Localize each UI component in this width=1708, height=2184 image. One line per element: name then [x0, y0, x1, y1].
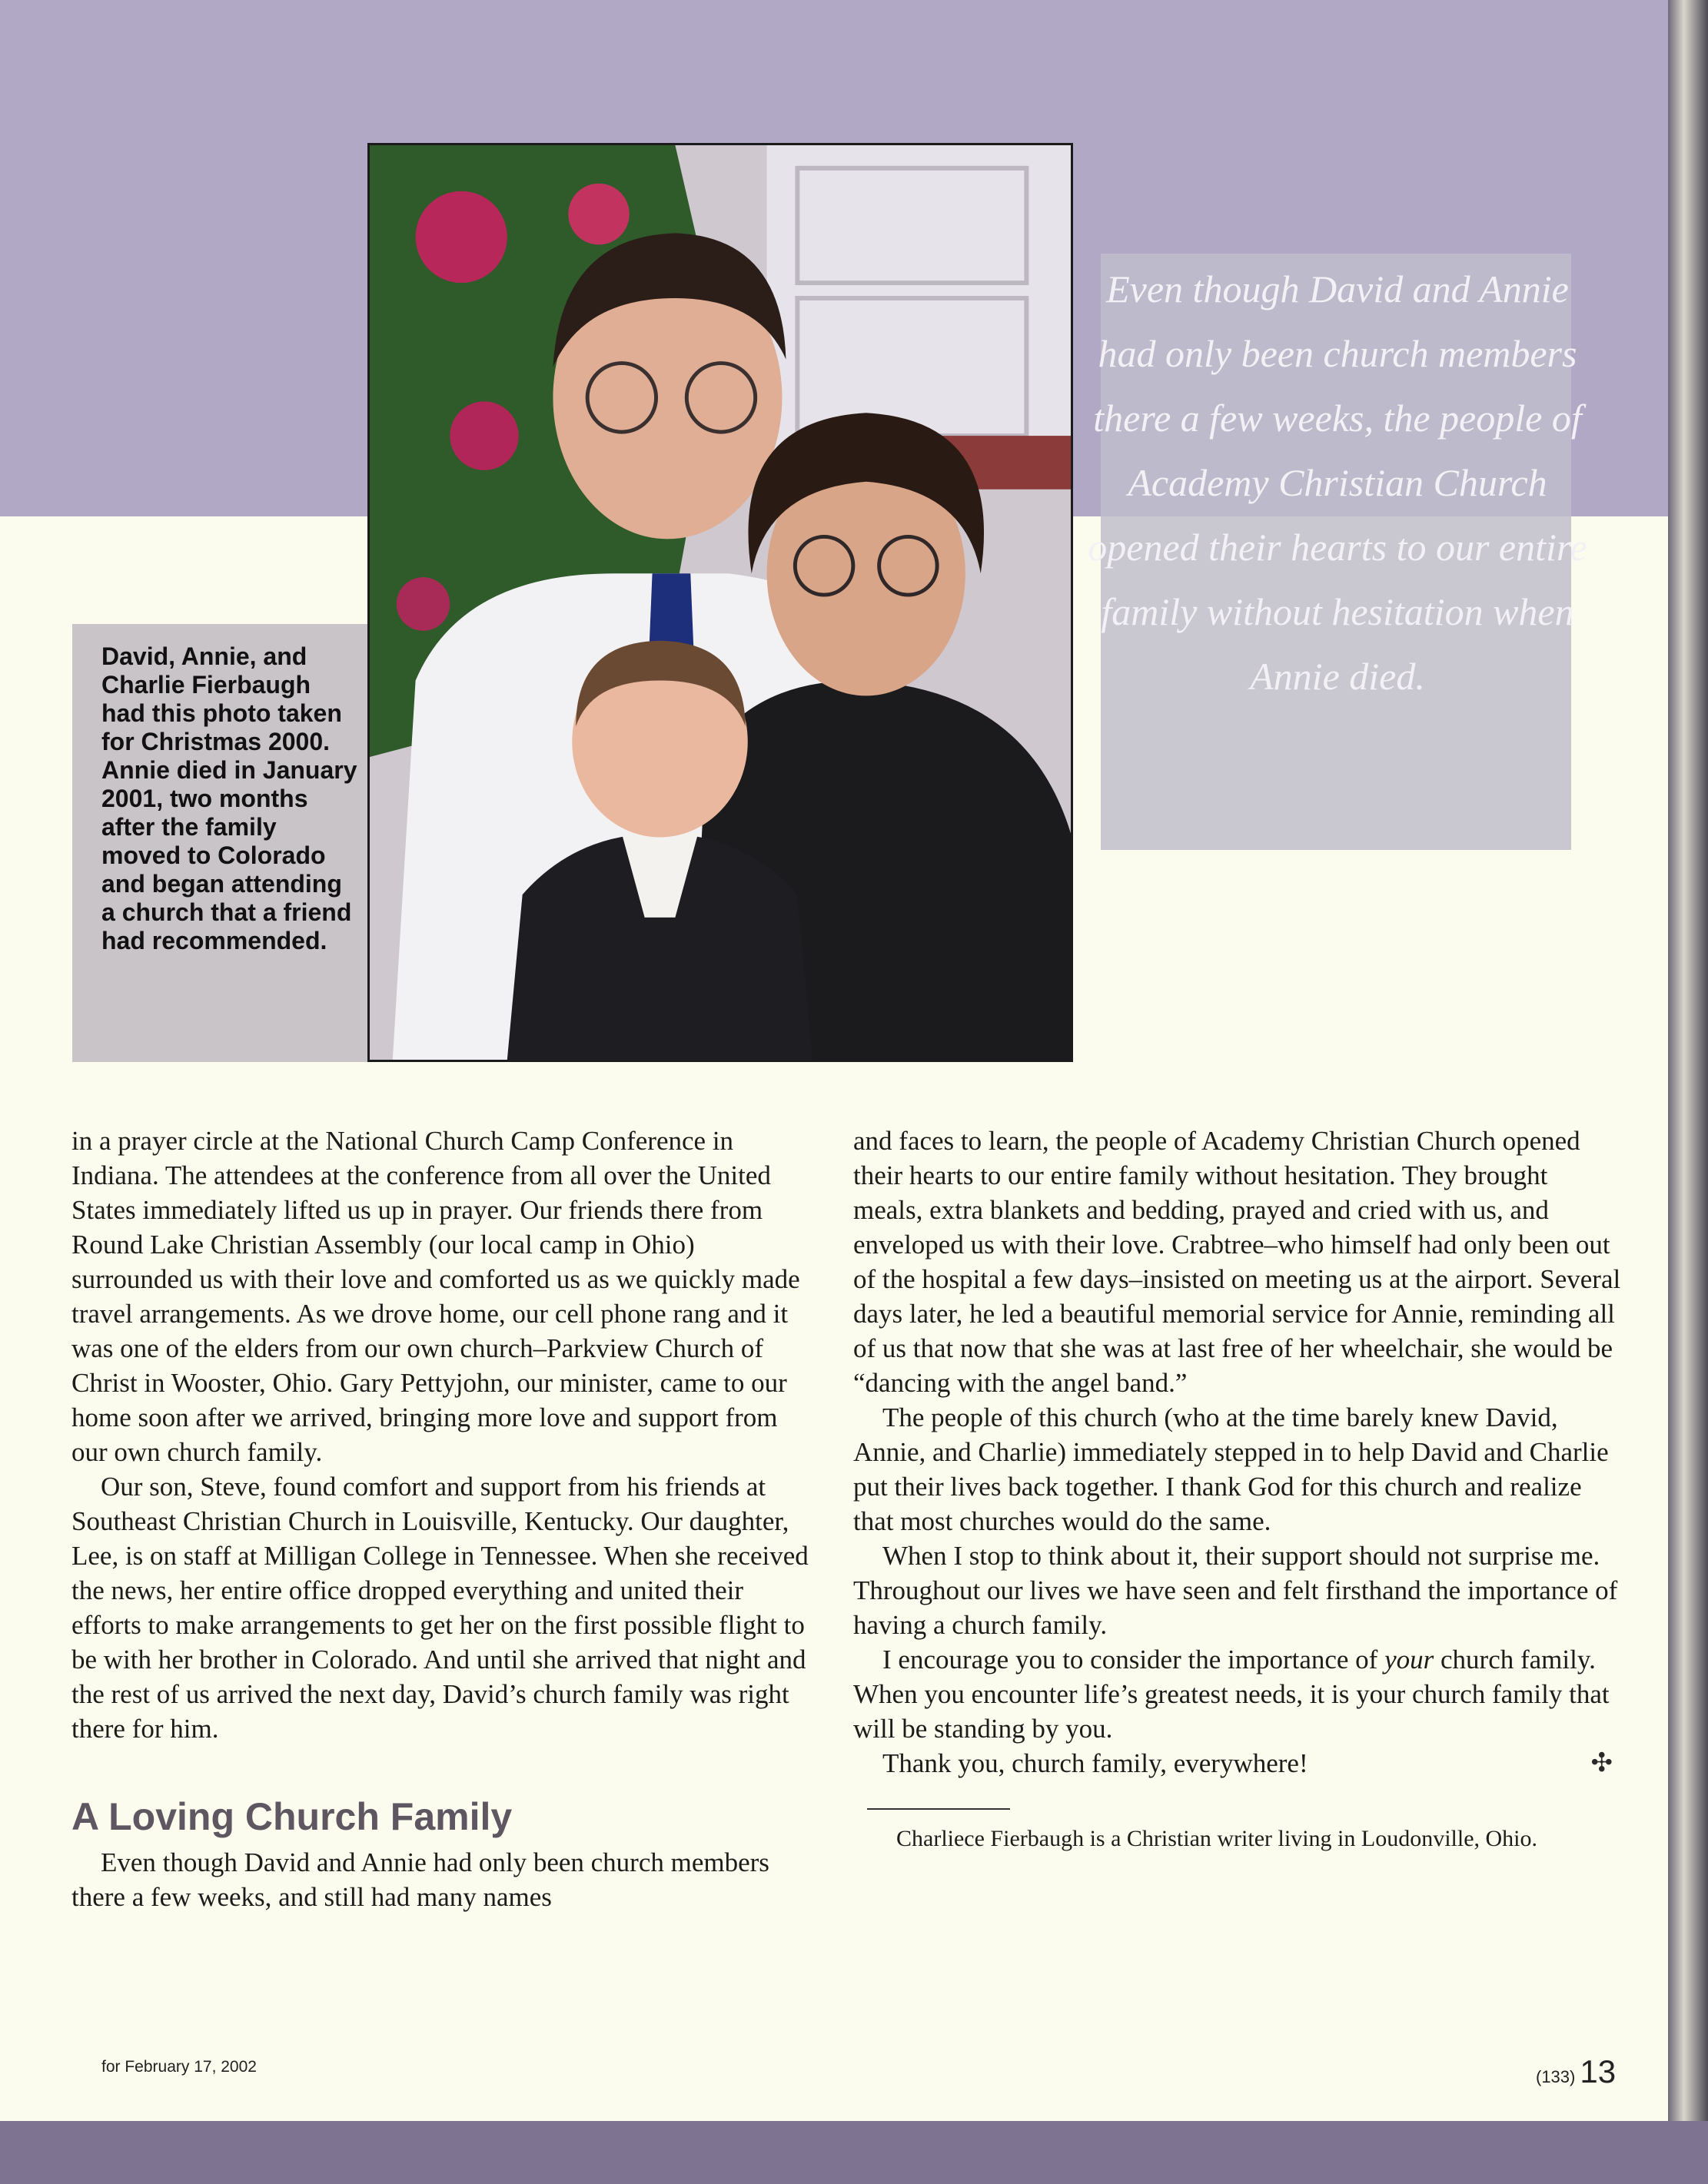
photo-caption-box [72, 624, 367, 1062]
bottom-edge [0, 2121, 1708, 2184]
left-paragraph-3: Even though David and Annie had only been church members there a few weeks, and still had many names [71, 1847, 769, 1912]
issue-number: (133) [1536, 2067, 1576, 2086]
left-paragraph-2: Our son, Steve, found comfort and support from his friends at Southeast Christian Church in Louisville, Kentucky. Our daughter, Lee, is on staff at Milligan College in Tennessee. When she received the news, her entire office dropped everything and united their efforts to make arrangements to get her on the first possible flight to be with her brother in Colorado. And until she arrived that night and the rest of us arrived the next day, David’s church family was right there for him. [71, 1472, 809, 1744]
page-edge [1668, 0, 1708, 2184]
page-number-block [1536, 2053, 1616, 2090]
family-photo [367, 143, 1073, 1062]
section-heading: A Loving Church Family [71, 1795, 513, 1838]
footnote-rule [867, 1808, 1010, 1810]
left-column [71, 1124, 809, 1914]
family-photo-illustration [370, 145, 1071, 1060]
p4-emphasis: your [1384, 1645, 1434, 1675]
photo-caption: David, Annie, and Charlie Fierbaugh had this photo taken for Christmas 2000. Annie died in January 2001, two months after the family moved to Colorado and began attending a church that a friend had recommended. [101, 642, 357, 954]
page-number: 13 [1580, 2053, 1617, 2089]
end-mark-icon: ✣ [1590, 1749, 1613, 1777]
right-column [853, 1124, 1622, 1853]
right-paragraph-5 [853, 1746, 1622, 1781]
closing-line: Thank you, church family, everywhere! [882, 1748, 1308, 1778]
p4-text-a: I encourage you to consider the importance of [882, 1645, 1385, 1675]
left-paragraph-1: in a prayer circle at the National Church Camp Conference in Indiana. The attendees at the conference from all over the United States immediately lifted us up in prayer. Our friends there from Round Lake Christian Assembly (our local camp in Ohio) surrounded us with their love and comforted us as we quickly made travel arrangements. As we drove home, our cell phone rang and it was one of the elders from our own church–Parkview Church of Christ in Wooster, Ohio. Gary Pettyjohn, our minister, came to our home soon after we arrived, bringing more love and support from our own church family. [71, 1126, 800, 1467]
issue-date: for February 17, 2002 [101, 2058, 257, 2076]
right-paragraph-4 [853, 1642, 1622, 1746]
p4-text-b: church family. When you encounter life’s greatest needs, it is your church family that will be standing by you. [853, 1645, 1610, 1744]
pull-quote: Even though David and Annie had only been church members there a few weeks, the people of Academy Christian Church opened their hearts to our entire family without hesitation when Annie died. [1088, 267, 1587, 698]
right-paragraph-2: The people of this church (who at the time barely knew David, Annie, and Charlie) immediately stepped in to help David and Charlie put their lives back together. I thank God for this church and realize that most churches would do the same. [853, 1402, 1609, 1536]
right-paragraph-1: and faces to learn, the people of Academy Christian Church opened their hearts to our entire family without hesitation. They brought meals, extra blankets and bedding, prayed and cried with us, and enveloped us with their love. Crabtree–who himself had only been out of the hospital a few days–insisted on meeting us at the airport. Several days later, he led a beautiful memorial service for Annie, reminding all of us that now that she was at last free of her wheelchair, she would be “dancing with the angel band.” [853, 1126, 1621, 1398]
author-byline: Charliece Fierbaugh is a Christian writer living in Loudonville, Ohio. [896, 1826, 1538, 1851]
right-paragraph-3: When I stop to think about it, their support should not surprise me. Throughout our lives we have seen and felt firsthand the importance of having a church family. [853, 1541, 1618, 1640]
